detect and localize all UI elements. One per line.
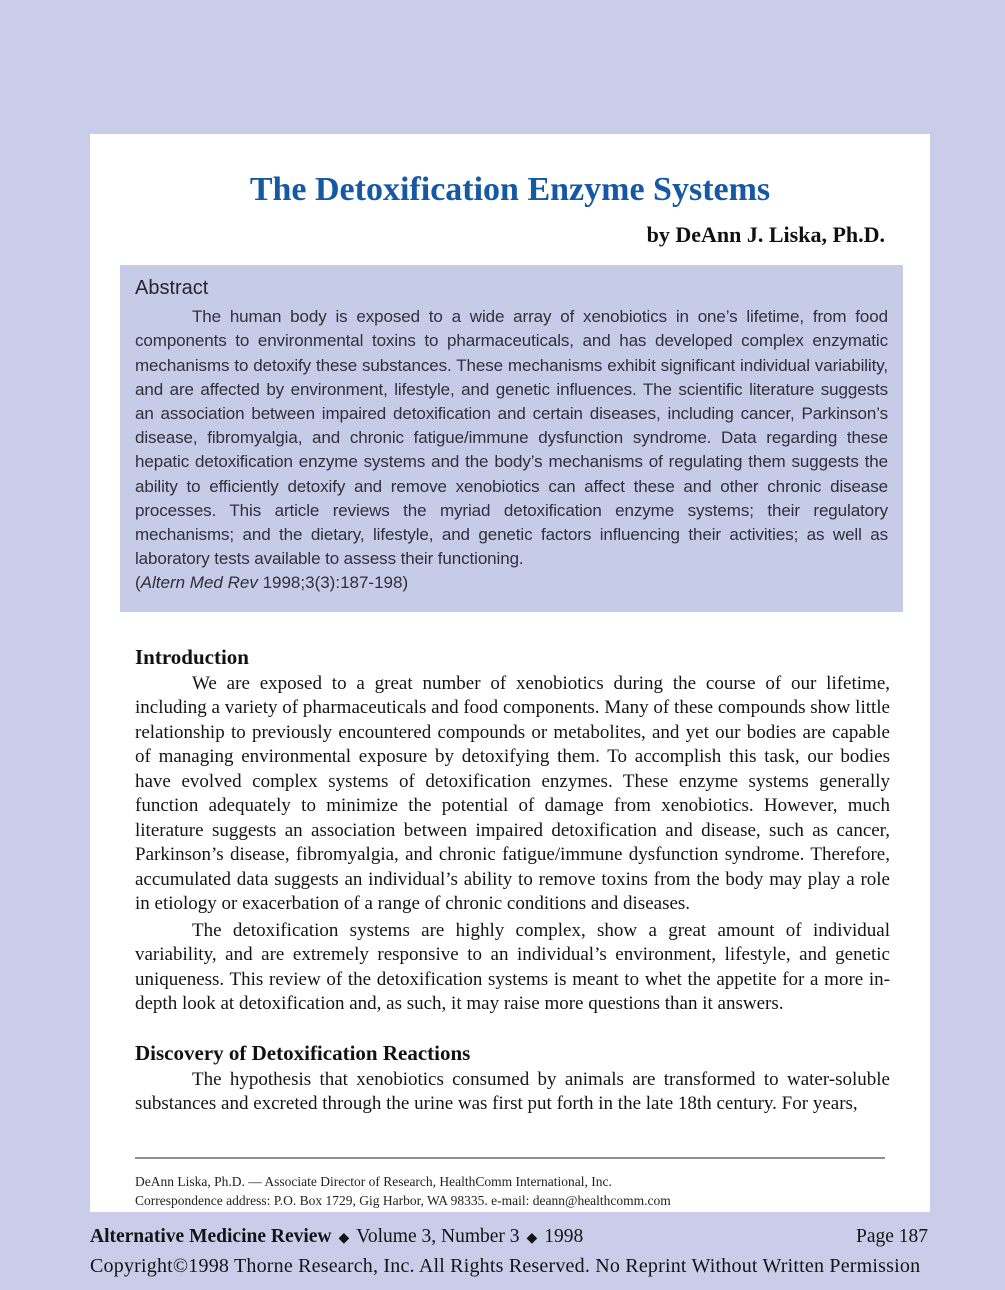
citation-journal-name: Altern Med Rev	[140, 573, 258, 593]
footnote-divider	[135, 1157, 885, 1159]
abstract-box	[120, 265, 903, 611]
diamond-separator-icon: ◆	[338, 1231, 350, 1246]
journal-footer	[90, 1226, 928, 1278]
author-affiliation-line: DeAnn Liska, Ph.D. — Associate Director of Research, HealthComm International, Inc.	[135, 1173, 612, 1189]
journal-footer-row	[90, 1226, 928, 1248]
discovery-paragraph-1: The hypothesis that xenobiotics consumed by animals are transformed to water-soluble substances and excreted through the urine was first put forth in the late 18th century. For years,	[135, 1068, 890, 1115]
citation-open-paren: (	[135, 573, 141, 593]
abstract-heading: Abstract	[135, 277, 209, 300]
journal-issue: Volume 3, Number 3	[356, 1226, 520, 1247]
abstract-citation	[135, 571, 888, 595]
article-title: The Detoxification Enzyme Systems	[249, 171, 771, 208]
article-page	[90, 134, 930, 1212]
introduction-heading: Introduction	[135, 644, 249, 669]
article-byline: by DeAnn J. Liska, Ph.D.	[646, 222, 885, 248]
citation-volume-pages: 1998;3(3):187-198)	[257, 573, 409, 593]
author-footnote	[90, 1172, 930, 1211]
copyright-notice: Copyright©1998 Thorne Research, Inc. All Rights Reserved. No Reprint Without Written Permission	[90, 1255, 921, 1277]
abstract-text: The human body is exposed to a wide array of xenobiotics in one’s lifetime, from food components to environmental toxins to pharmaceuticals, and has developed complex enzymatic mechanisms to detoxify these substances. These mechanisms exhibit significant individual variability, and are affected by environment, lifestyle, and genetic influences. The scientific literature suggests an association between impaired detoxification and certain diseases, including cancer, Parkinson’s disease, fibromyalgia, and chronic fatigue/immune dysfunction syndrome. Data regarding these hepatic detoxification enzyme systems and the body’s mechanisms of regulating them suggests the ability to efficiently detoxify and remove xenobiotics can affect these and other chronic disease processes. This article reviews the myriad detoxification enzyme systems; their regulatory mechanisms; and the dietary, lifestyle, and genetic factors influencing their activities; as well as laboratory tests available to assess their functioning.	[135, 307, 888, 569]
discovery-heading: Discovery of Detoxification Reactions	[135, 1040, 471, 1065]
introduction-paragraph-1: We are exposed to a great number of xenobiotics during the course of our lifetime, including a variety of pharmaceuticals and food components. Many of these compounds show little relationship to previously encountered compounds or metabolites, and yet our bodies are capable of managing environmental exposure by detoxifying them. To accomplish this task, our bodies have evolved complex systems of detoxification enzymes. These enzyme systems generally function adequately to minimize the potential of damage from xenobiotics. However, much literature suggests an association between impaired detoxification and disease, such as cancer, Parkinson’s disease, fibromyalgia, and chronic fatigue/immune dysfunction syndrome. Therefore, accumulated data suggests an individual’s ability to remove toxins from the body may play a role in etiology or exacerbation of a range of chronic conditions and diseases.	[135, 672, 890, 915]
diamond-separator-icon: ◆	[526, 1231, 538, 1246]
journal-issue-line	[90, 1226, 583, 1248]
page-number: Page 187	[855, 1226, 928, 1247]
journal-name: Alternative Medicine Review	[90, 1226, 332, 1247]
article-body	[90, 645, 930, 1117]
correspondence-address-line: Correspondence address: P.O. Box 1729, Gig Harbor, WA 98335. e-mail: deann@healthcomm.com	[135, 1193, 671, 1209]
introduction-paragraph-2: The detoxification systems are highly complex, show a great amount of individual variability, and are extremely responsive to an individual’s environment, lifestyle, and genetic uniqueness. This review of the detoxification systems is meant to whet the appetite for a more in-depth look at detoxification and, as such, it may raise more questions than it answers.	[135, 919, 890, 1015]
journal-year: 1998	[544, 1226, 584, 1247]
